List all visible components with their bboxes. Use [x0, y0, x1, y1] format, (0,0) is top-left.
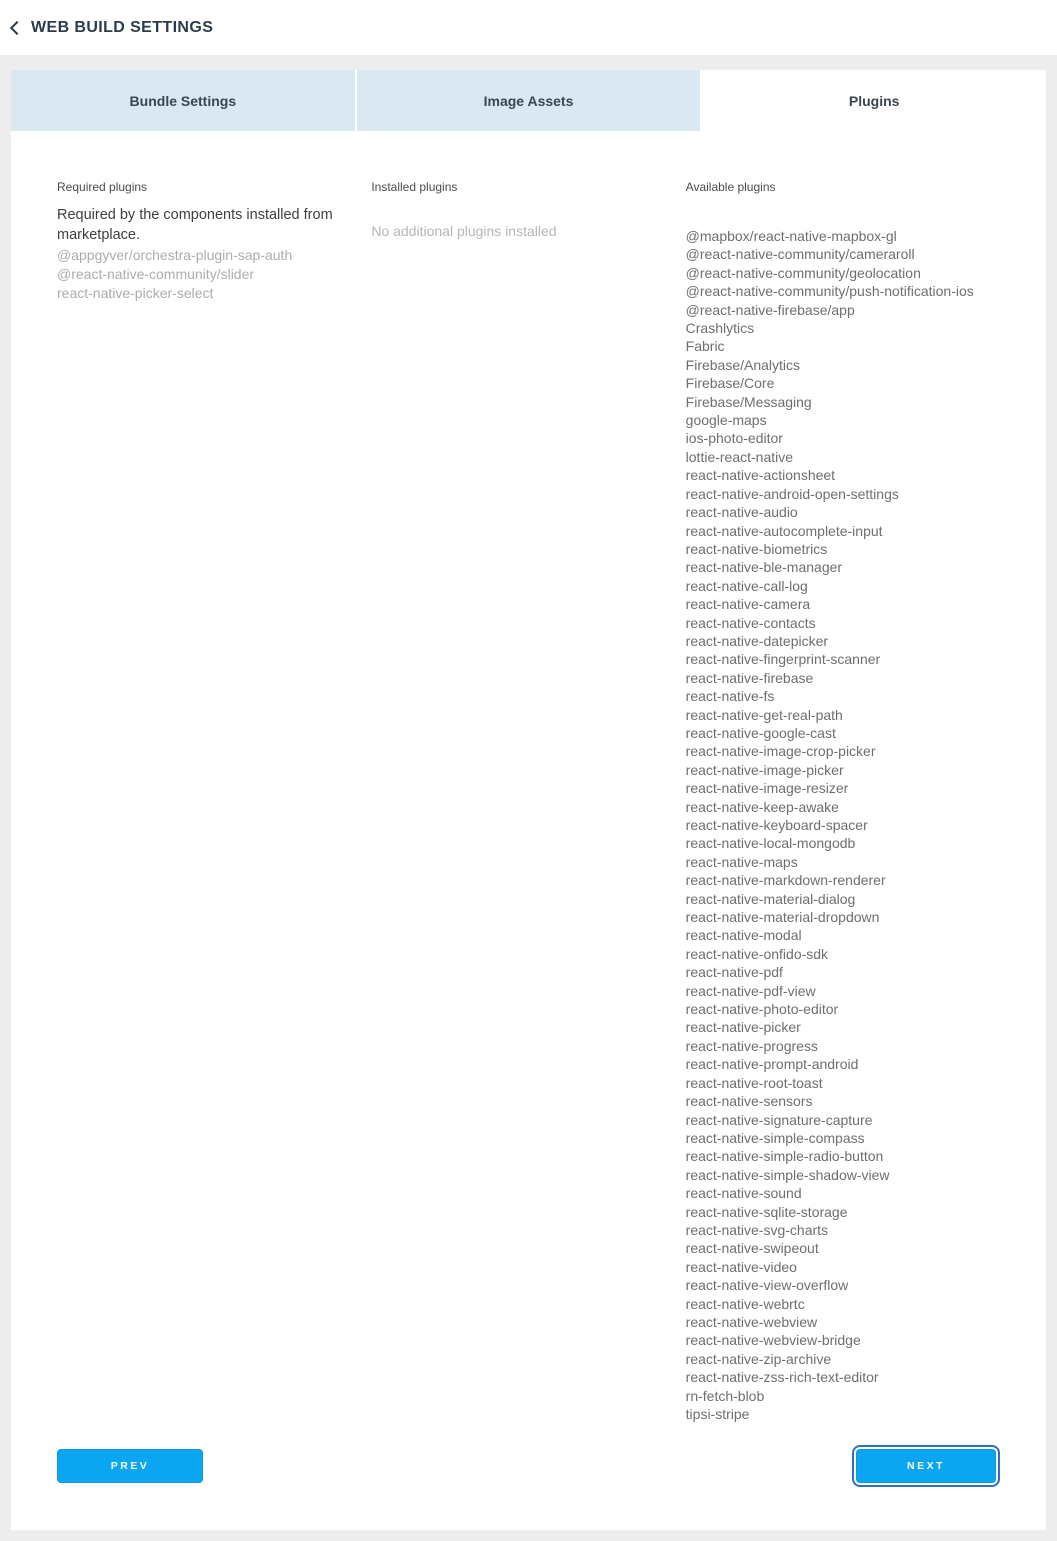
required-plugins-header: Required plugins	[57, 180, 148, 194]
available-plugin-item[interactable]: react-native-actionsheet	[685, 467, 836, 484]
topbar	[0, 0, 1057, 55]
available-plugin-item[interactable]: react-native-fingerprint-scanner	[685, 651, 881, 668]
available-plugin-item[interactable]: react-native-biometrics	[685, 540, 828, 557]
available-plugins-column	[686, 180, 1000, 1423]
available-plugin-item[interactable]: react-native-contacts	[685, 614, 816, 631]
tab-label: Image Assets	[483, 92, 574, 109]
available-plugin-item[interactable]: @react-native-community/push-notification-ios	[685, 283, 974, 300]
available-plugin-item[interactable]: react-native-material-dropdown	[685, 909, 880, 926]
required-plugins-description: Required by the components installed from marketplace.	[57, 207, 333, 243]
back-link[interactable]	[12, 19, 213, 37]
available-plugin-item[interactable]: tipsi-stripe	[685, 1406, 750, 1422]
available-plugin-item[interactable]: Firebase/Analytics	[685, 356, 801, 373]
tab-label: Bundle Settings	[129, 92, 237, 109]
available-plugin-item[interactable]: react-native-audio	[685, 504, 798, 521]
available-plugin-item[interactable]: react-native-photo-editor	[685, 1001, 839, 1018]
installed-plugins-empty-message: No additional plugins installed	[371, 223, 557, 239]
available-plugin-item[interactable]: @react-native-firebase/app	[685, 301, 855, 318]
available-plugin-item[interactable]: react-native-pdf-view	[685, 982, 816, 999]
available-plugin-item[interactable]: react-native-onfido-sdk	[685, 945, 829, 962]
available-plugin-item[interactable]: react-native-get-real-path	[685, 706, 843, 723]
available-plugin-item[interactable]: react-native-camera	[685, 596, 811, 613]
available-plugin-item[interactable]: react-native-autocomplete-input	[685, 522, 883, 539]
available-plugin-item[interactable]: react-native-picker	[685, 1019, 801, 1036]
available-plugin-item[interactable]: react-native-simple-shadow-view	[685, 1166, 890, 1183]
available-plugin-item[interactable]: react-native-webrtc	[685, 1295, 805, 1312]
available-plugin-item[interactable]: react-native-sound	[685, 1185, 802, 1202]
installed-plugins-column	[371, 180, 685, 1423]
tab-plugins[interactable]	[702, 70, 1046, 131]
available-plugin-item[interactable]: react-native-sqlite-storage	[685, 1203, 848, 1220]
required-plugins-list	[57, 246, 361, 303]
footer-nav	[11, 1423, 1046, 1530]
available-plugin-item[interactable]: react-native-swipeout	[685, 1240, 819, 1257]
available-plugin-item[interactable]: @mapbox/react-native-mapbox-gl	[685, 228, 897, 244]
available-plugin-item[interactable]: react-native-pdf	[685, 964, 783, 981]
available-plugin-item[interactable]: react-native-sensors	[685, 1093, 813, 1110]
available-plugin-item[interactable]: react-native-progress	[685, 1037, 818, 1054]
next-button[interactable]: NEXT	[856, 1449, 996, 1483]
available-plugin-item[interactable]: react-native-image-crop-picker	[685, 743, 876, 760]
available-plugin-item[interactable]: react-native-webview-bridge	[685, 1332, 861, 1349]
available-plugin-item[interactable]: react-native-call-log	[685, 577, 808, 594]
available-plugin-item[interactable]: react-native-markdown-renderer	[685, 872, 886, 889]
tab-bundle-settings[interactable]	[11, 70, 355, 131]
available-plugin-item[interactable]: react-native-image-picker	[685, 761, 844, 778]
available-plugin-item[interactable]: ios-photo-editor	[685, 430, 783, 447]
tab-bar	[11, 70, 1046, 131]
available-plugin-item[interactable]: react-native-image-resizer	[685, 780, 849, 797]
available-plugin-item[interactable]: @react-native-community/cameraroll	[685, 246, 915, 263]
plugins-content	[11, 131, 1046, 1423]
available-plugin-item[interactable]: react-native-maps	[685, 853, 798, 870]
available-plugin-item[interactable]: react-native-prompt-android	[685, 1056, 859, 1073]
available-plugin-item[interactable]: react-native-simple-radio-button	[685, 1148, 884, 1165]
available-plugin-item[interactable]: react-native-local-mongodb	[685, 835, 856, 852]
available-plugin-item[interactable]: react-native-signature-capture	[685, 1111, 873, 1128]
available-plugins-list	[686, 227, 990, 1423]
available-plugin-item[interactable]: react-native-modal	[685, 927, 802, 944]
prev-button[interactable]: PREV	[57, 1449, 203, 1483]
tab-image-assets[interactable]	[357, 70, 701, 131]
chevron-left-icon	[10, 21, 24, 35]
installed-plugins-header: Installed plugins	[371, 180, 458, 194]
required-plugin-item: @react-native-community/slider	[57, 266, 255, 282]
available-plugin-item[interactable]: react-native-video	[685, 1258, 797, 1275]
available-plugin-item[interactable]: react-native-simple-compass	[685, 1129, 865, 1146]
available-plugin-item[interactable]: Firebase/Core	[685, 375, 775, 392]
available-plugin-item[interactable]: rn-fetch-blob	[685, 1387, 765, 1404]
available-plugin-item[interactable]: react-native-root-toast	[685, 1074, 823, 1091]
available-plugin-item[interactable]: react-native-firebase	[685, 669, 814, 686]
available-plugins-header: Available plugins	[685, 180, 776, 194]
available-plugin-item[interactable]: react-native-webview	[685, 1313, 818, 1330]
available-plugin-item[interactable]: react-native-keep-awake	[685, 798, 839, 815]
available-plugin-item[interactable]: lottie-react-native	[685, 448, 794, 465]
available-plugin-item[interactable]: react-native-android-open-settings	[685, 485, 899, 502]
page-title: WEB BUILD SETTINGS	[31, 18, 214, 36]
available-plugin-item[interactable]: react-native-datepicker	[685, 632, 829, 649]
available-plugin-item[interactable]: Firebase/Messaging	[685, 393, 812, 410]
available-plugin-item[interactable]: react-native-keyboard-spacer	[685, 817, 868, 833]
available-plugin-item[interactable]: react-native-view-overflow	[685, 1277, 849, 1294]
tab-label: Plugins	[848, 92, 900, 109]
available-plugin-item[interactable]: react-native-zss-rich-text-editor	[685, 1369, 879, 1386]
available-plugin-item[interactable]: google-maps	[685, 412, 767, 429]
required-plugin-item: @appgyver/orchestra-plugin-sap-auth	[57, 247, 293, 263]
available-plugin-item[interactable]: @react-native-community/geolocation	[685, 264, 921, 281]
available-plugin-item[interactable]: Fabric	[685, 338, 725, 355]
available-plugin-item[interactable]: react-native-ble-manager	[685, 559, 843, 576]
required-plugins-column	[57, 180, 371, 1423]
available-plugin-item[interactable]: react-native-material-dialog	[685, 890, 856, 907]
available-plugin-item[interactable]: Crashlytics	[685, 320, 755, 337]
settings-card	[11, 70, 1046, 1530]
available-plugin-item[interactable]: react-native-google-cast	[685, 724, 836, 741]
available-plugin-item[interactable]: react-native-zip-archive	[685, 1350, 832, 1367]
available-plugin-item[interactable]: react-native-fs	[685, 688, 775, 705]
available-plugin-item[interactable]: react-native-svg-charts	[685, 1221, 829, 1238]
required-plugin-item: react-native-picker-select	[57, 285, 214, 301]
